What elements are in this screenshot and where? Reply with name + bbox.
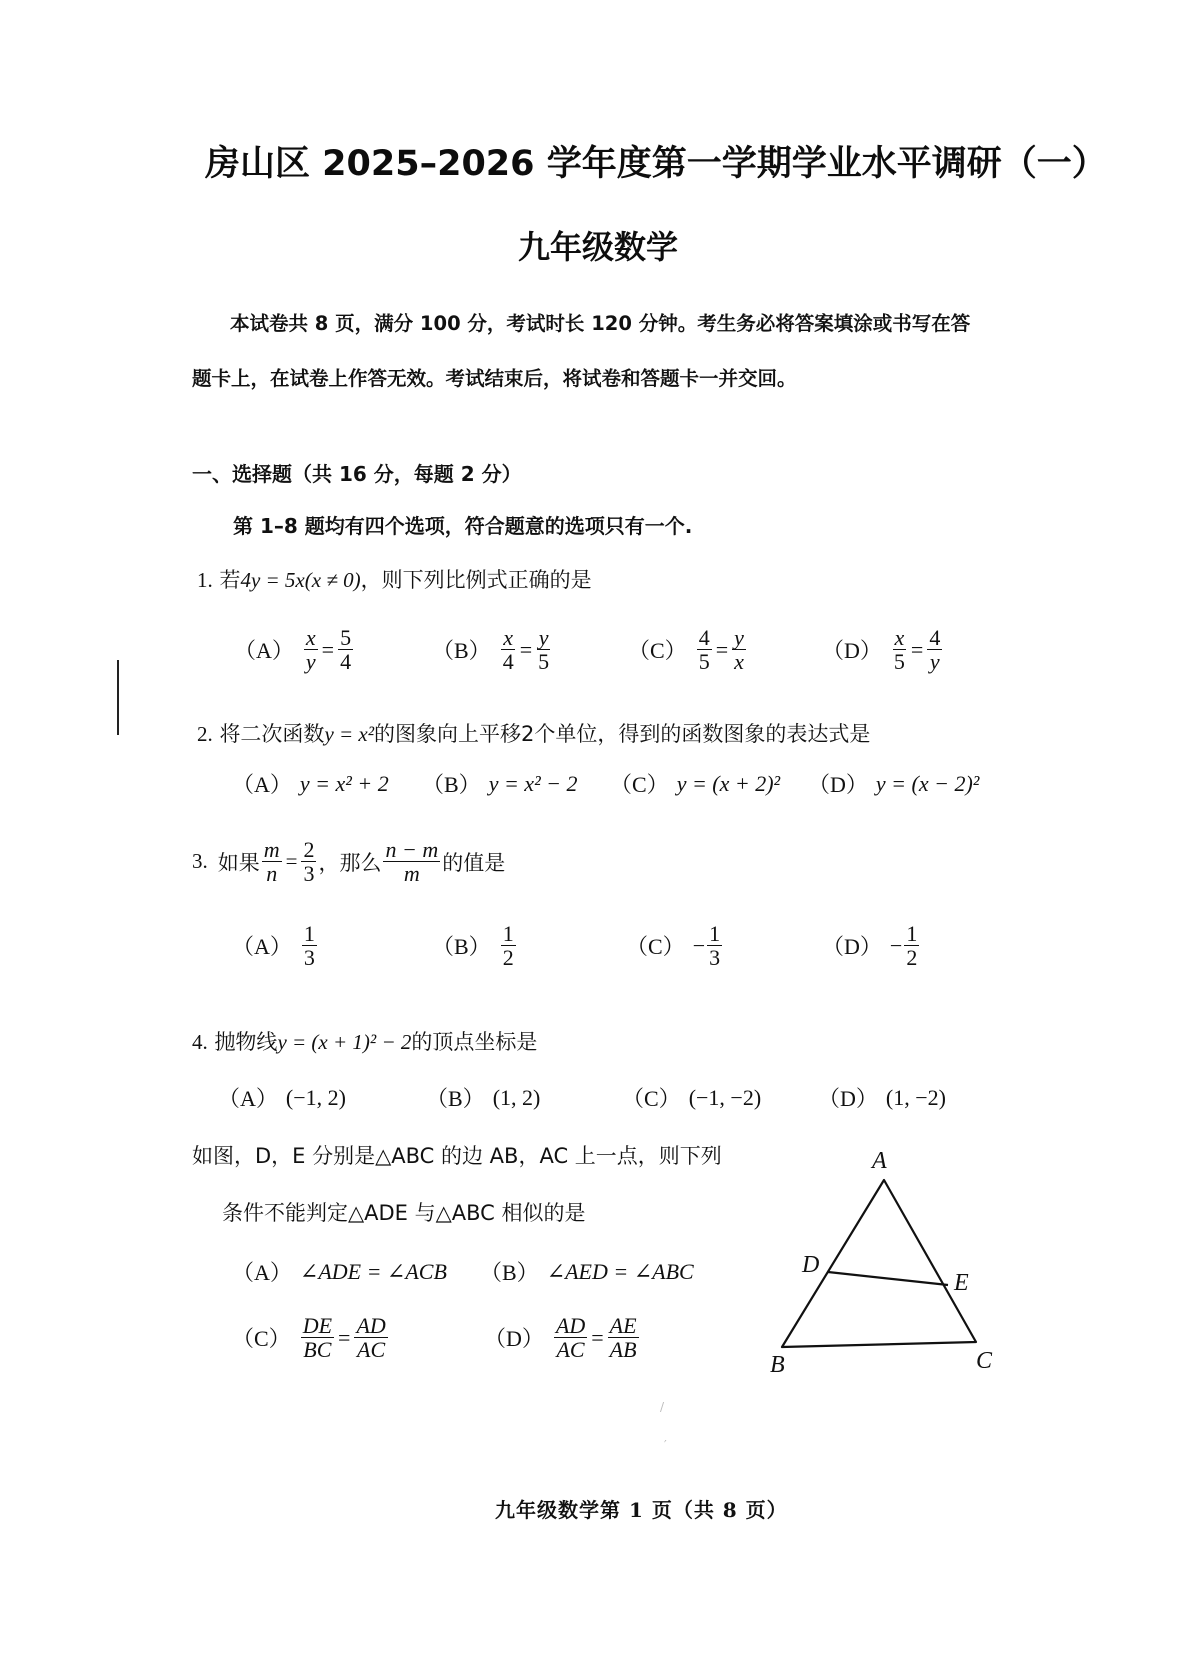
fraction: [501, 626, 516, 673]
denominator: 3: [303, 861, 315, 887]
option-label: （D）: [808, 772, 868, 797]
numerator: 4: [698, 625, 710, 650]
stem-text: 的图象向上平移2个单位，得到的函数图象的表达式是: [374, 722, 871, 746]
denominator: y: [929, 649, 940, 675]
fraction: [732, 626, 746, 673]
denominator: 2: [906, 945, 918, 971]
option-text: y = (x + 2)²: [676, 770, 781, 796]
section-note: 第 1–8 题均有四个选项，符合题意的选项只有一个.: [233, 514, 693, 538]
q2-option-c[interactable]: [610, 768, 780, 799]
instructions-line-2: 题卡上，在试卷上作答无效。考试结束后，将试卷和答题卡一并交回。: [192, 367, 797, 390]
option-text: y = (x − 2)²: [875, 770, 980, 796]
denominator: 5: [698, 649, 710, 675]
q4-option-a[interactable]: [218, 1082, 346, 1113]
stem-text: ，那么: [318, 850, 382, 875]
q2-option-b[interactable]: [422, 768, 578, 799]
point-label-e: E: [954, 1270, 969, 1296]
denominator: AC: [357, 1337, 386, 1363]
question-3-stem: 3. 如果 $\frac{m}{n}$ = $\frac{2}{3}$ ，那么 $\frac{n - m}{m}$ 的值是: [192, 837, 506, 887]
option-label: （A）: [232, 934, 292, 960]
fraction: [554, 1314, 587, 1361]
fraction: [301, 838, 316, 885]
option-label: （B）: [432, 934, 491, 960]
option-text: ∠AED = ∠ABC: [546, 1258, 694, 1284]
point-label-d: D: [802, 1252, 820, 1278]
fraction: [904, 922, 919, 969]
q5-option-d[interactable]: （D） $\frac{AD}{AC}$ = $\frac{AE}{AB}$: [484, 1313, 637, 1363]
point-label-c: C: [976, 1348, 993, 1374]
option-text: (1, 2): [492, 1084, 541, 1110]
numerator: m: [263, 837, 280, 862]
instructions-line-1: 本试卷共 8 页，满分 100 分，考试时长 120 分钟。考生务必将答案填涂或书写在答: [230, 312, 971, 335]
question-5-line-2: 条件不能判定△ADE 与△ABC 相似的是: [222, 1201, 586, 1225]
stem-math: y = x²: [324, 722, 375, 746]
triangle-figure: [770, 1150, 1030, 1390]
question-number: 4.: [192, 1030, 208, 1054]
denominator: 3: [709, 945, 721, 971]
numerator: DE: [302, 1313, 333, 1338]
q3-option-c[interactable]: [626, 922, 724, 969]
numerator: AE: [609, 1313, 637, 1338]
q4-option-d[interactable]: [818, 1082, 946, 1113]
option-label: （A）: [218, 1086, 278, 1111]
q3-option-a[interactable]: [232, 922, 319, 969]
option-label: （C）: [610, 772, 669, 797]
numerator: 2: [303, 837, 315, 862]
option-label: （B）: [426, 1086, 485, 1111]
option-text: y = x² + 2: [299, 770, 389, 796]
stem-text: 如果: [217, 850, 260, 875]
denominator: BC: [303, 1337, 332, 1363]
denominator: 5: [538, 649, 550, 675]
fraction: [697, 626, 712, 673]
denominator: y: [305, 649, 316, 675]
fraction: [501, 922, 516, 969]
question-4-stem: [192, 1026, 537, 1056]
denominator: 4: [340, 649, 352, 675]
denominator: 5: [893, 649, 905, 675]
numerator: 1: [709, 921, 721, 946]
option-label: （B）: [432, 638, 491, 664]
numerator: 1: [906, 921, 918, 946]
option-label: （A）: [232, 772, 292, 797]
stem-text: 抛物线: [214, 1030, 278, 1054]
denominator: x: [734, 649, 744, 675]
fraction: [927, 626, 942, 673]
section-title: 一、选择题（共 16 分，每题 2 分）: [192, 462, 522, 486]
question-2-stem: [197, 718, 870, 748]
numerator: x: [305, 625, 316, 650]
numerator: x: [503, 625, 514, 650]
numerator: 1: [303, 921, 315, 946]
option-text: ∠ADE = ∠ACB: [299, 1258, 447, 1284]
numerator: 5: [340, 625, 352, 650]
option-label: （B）: [480, 1260, 539, 1285]
scan-speck: ′: [664, 1438, 667, 1452]
option-text: y = x² − 2: [488, 770, 578, 796]
denominator: 4: [502, 649, 514, 675]
option-label: （C）: [232, 1326, 291, 1352]
sign: −: [889, 932, 903, 958]
denominator: AB: [609, 1337, 637, 1363]
q2-option-a[interactable]: [232, 768, 389, 799]
sign: −: [692, 932, 706, 958]
denominator: 3: [303, 945, 315, 971]
q5-option-c[interactable]: （C） $\frac{DE}{BC}$ = $\frac{AD}{AC}$: [232, 1313, 386, 1363]
stem-text: 将二次函数: [219, 722, 325, 746]
denominator: n: [266, 861, 278, 887]
numerator: AD: [356, 1313, 386, 1338]
option-label: （C）: [628, 638, 687, 664]
stem-math: y = (x + 1)² − 2: [277, 1030, 412, 1054]
denominator: 2: [502, 945, 514, 971]
option-label: （A）: [234, 638, 294, 664]
numerator: y: [734, 625, 744, 650]
option-label: （C）: [622, 1086, 681, 1111]
fraction: [262, 838, 282, 885]
stem-text: ，则下列比例式正确的是: [360, 568, 592, 592]
segment-de: [828, 1272, 948, 1285]
option-label: （D）: [822, 934, 882, 960]
option-label: （B）: [422, 772, 481, 797]
q1-option-a[interactable]: （A） $\frac{x}{y}$ = $\frac{5}{4}$: [234, 625, 352, 675]
option-label: （D）: [484, 1326, 544, 1352]
option-label: （A）: [232, 1260, 292, 1285]
numerator: 1: [502, 921, 514, 946]
option-text: (−1, −2): [688, 1084, 762, 1110]
q4-option-b[interactable]: [426, 1082, 540, 1113]
numerator: x: [894, 625, 905, 650]
point-label-b: B: [770, 1352, 785, 1378]
fraction: [608, 1314, 639, 1361]
scan-speck: /: [660, 1400, 665, 1414]
numerator: y: [538, 625, 549, 650]
fraction: [383, 838, 440, 885]
q2-option-d[interactable]: [808, 768, 979, 799]
denominator: AC: [556, 1337, 585, 1363]
stem-text: 的顶点坐标是: [411, 1030, 538, 1054]
question-number: 2.: [197, 722, 213, 746]
fraction: [338, 626, 353, 673]
exam-subtitle: 九年级数学: [518, 228, 679, 266]
fraction: [536, 626, 551, 673]
q1-option-d[interactable]: （D） $\frac{x}{5}$ = $\frac{4}{y}$: [822, 625, 941, 675]
point-label-a: A: [872, 1150, 887, 1174]
q1-option-c[interactable]: （C） $\frac{4}{5}$ = $\frac{y}{x}$: [628, 625, 744, 675]
numerator: n − m: [385, 837, 439, 862]
fraction: [892, 626, 907, 673]
option-label: （D）: [818, 1086, 878, 1111]
q5-option-a[interactable]: [232, 1256, 447, 1287]
q3-option-d[interactable]: [822, 922, 921, 969]
stem-text: 若: [219, 568, 241, 592]
numerator: 4: [929, 625, 941, 650]
option-label: （C）: [626, 934, 685, 960]
fraction: [301, 1314, 334, 1361]
question-number: 1.: [197, 568, 213, 592]
question-1-stem: [197, 564, 592, 594]
q3-option-b[interactable]: [432, 922, 518, 969]
exam-title: 房山区 2025–2026 学年度第一学期学业水平调研（一）: [205, 144, 1107, 184]
page-footer: 九年级数学第 1 页（共 8 页）: [495, 1498, 788, 1522]
q1-option-b[interactable]: （B） $\frac{x}{4}$ = $\frac{y}{5}$: [432, 625, 550, 675]
stem-text: 的值是: [442, 850, 506, 875]
option-text: (−1, 2): [285, 1084, 346, 1110]
q4-option-c[interactable]: [622, 1082, 761, 1113]
option-label: （D）: [822, 638, 882, 664]
fraction: [302, 922, 317, 969]
margin-mark: [117, 660, 119, 735]
question-5-line-1: 如图，D，E 分别是△ABC 的边 AB，AC 上一点，则下列: [192, 1144, 722, 1168]
fraction: [354, 1314, 387, 1361]
fraction: [304, 626, 318, 673]
fraction: [707, 922, 722, 969]
denominator: m: [403, 861, 420, 887]
option-text: (1, −2): [885, 1084, 946, 1110]
question-number: 3.: [192, 849, 208, 874]
q5-option-b[interactable]: [480, 1256, 694, 1287]
numerator: AD: [555, 1313, 586, 1338]
stem-math: 4y = 5x(x ≠ 0): [240, 568, 361, 592]
